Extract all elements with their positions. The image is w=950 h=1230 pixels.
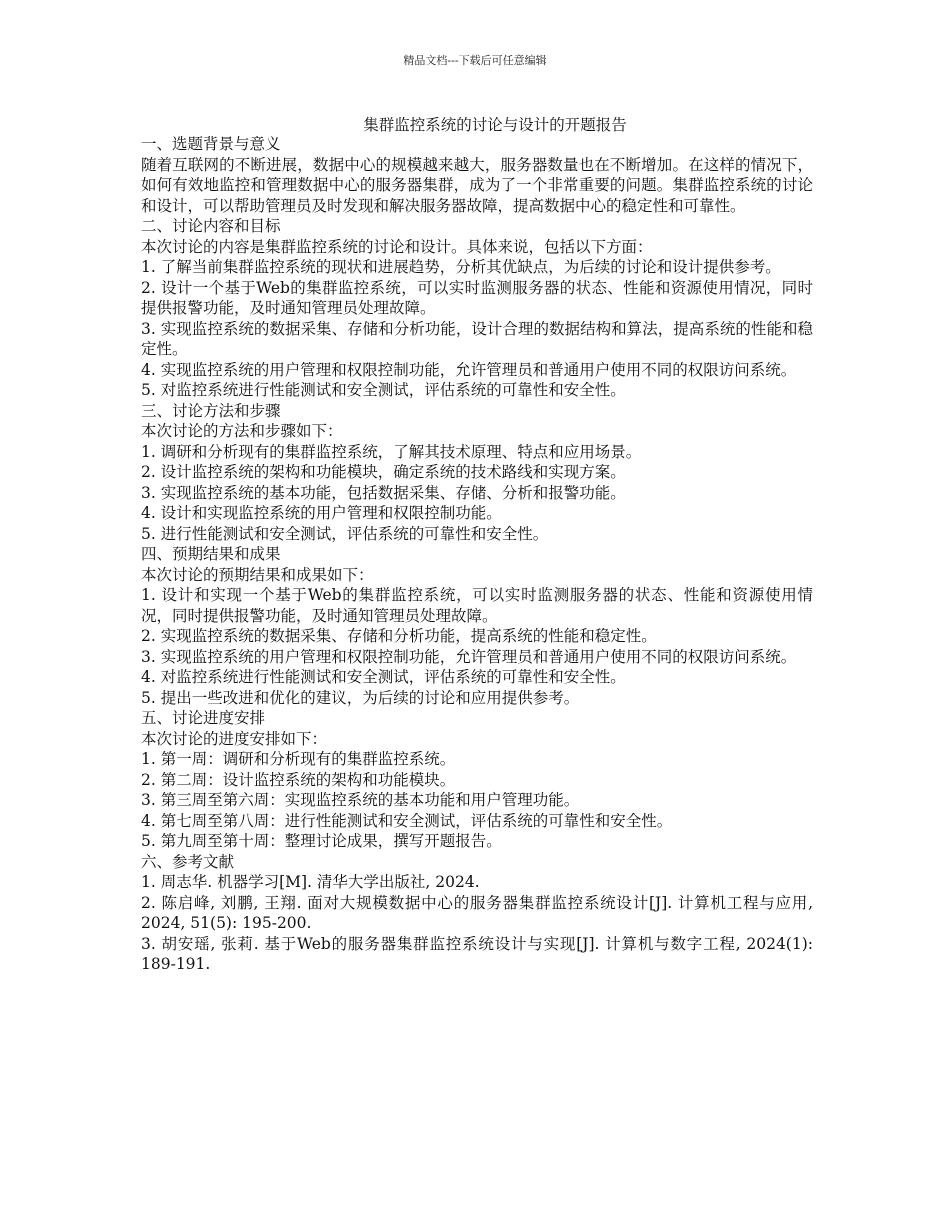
list-item: 2. 设计一个基于Web的集群监控系统，可以实时监测服务器的状态、性能和资源使用情况，同时提供报警功能，及时通知管理员处理故障。 — [141, 278, 813, 317]
document-title: 集群监控系统的讨论与设计的开题报告 — [363, 116, 627, 134]
paragraph-intro: 本次讨论的内容是集群监控系统的讨论和设计。具体来说，包括以下方面： — [141, 237, 653, 256]
list-item: 3. 实现监控系统的数据采集、存储和分析功能，设计合理的数据结构和算法，提高系统的性能和稳定性。 — [141, 319, 814, 358]
list-item: 3. 第三周至第六周：实现监控系统的基本功能和用户管理功能。 — [141, 791, 580, 809]
section-heading-expected-results: 四、预期结果和成果 — [141, 545, 281, 563]
list-item: 4. 第七周至第八周：进行性能测试和安全测试，评估系统的可靠性和安全性。 — [141, 811, 673, 830]
section-heading-references: 六、参考文献 — [141, 852, 235, 871]
section-heading-content-goals: 二、讨论内容和目标 — [141, 217, 281, 235]
document-body — [141, 134, 813, 975]
paragraph-intro: 本次讨论的进度安排如下： — [141, 729, 328, 748]
list-item: 4. 实现监控系统的用户管理和权限控制功能，允许管理员和普通用户使用不同的权限访问系统。 — [141, 360, 797, 379]
list-item: 3. 实现监控系统的用户管理和权限控制功能，允许管理员和普通用户使用不同的权限访问系统。 — [141, 647, 797, 666]
list-item: 2. 设计监控系统的架构和功能模块，确定系统的技术路线和实现方案。 — [141, 463, 626, 481]
list-item: 5. 对监控系统进行性能测试和安全测试，评估系统的可靠性和安全性。 — [141, 381, 626, 399]
list-item: 1. 第一周：调研和分析现有的集群监控系统。 — [141, 750, 456, 768]
paragraph-intro: 本次讨论的预期结果和成果如下： — [141, 565, 374, 584]
list-item: 4. 对监控系统进行性能测试和安全测试，评估系统的可靠性和安全性。 — [141, 668, 626, 686]
list-item: 4. 设计和实现监控系统的用户管理和权限控制功能。 — [141, 504, 502, 522]
reference-item: 3. 胡安瑶, 张莉. 基于Web的服务器集群监控系统设计与实现[J]. 计算机与数字工程, 2024(1): 189-191. — [141, 934, 813, 973]
section-heading-schedule: 五、讨论进度安排 — [141, 709, 266, 727]
section-heading-methods: 三、讨论方法和步骤 — [141, 401, 281, 420]
paragraph-intro: 本次讨论的方法和步骤如下： — [141, 422, 343, 440]
list-item: 5. 提出一些改进和优化的建议，为后续的讨论和应用提供参考。 — [141, 688, 580, 707]
list-item: 5. 第九周至第十周：整理讨论成果，撰写开题报告。 — [141, 832, 502, 850]
list-item: 1. 设计和实现一个基于Web的集群监控系统，可以实时监测服务器的状态、性能和资源使用情况，同时提供报警功能，及时通知管理员处理故障。 — [141, 586, 813, 625]
list-item: 2. 第二周：设计监控系统的架构和功能模块。 — [141, 770, 456, 789]
section-heading-background: 一、选题背景与意义 — [141, 135, 281, 153]
reference-item: 2. 陈启峰, 刘鹏, 王翔. 面对大规模数据中心的服务器集群监控系统设计[J]. 计算机工程与应用, 2024, 51(5): 195-200. — [141, 893, 813, 932]
list-item: 5. 进行性能测试和安全测试，评估系统的可靠性和安全性。 — [141, 524, 549, 543]
paragraph-background: 随着互联网的不断进展，数据中心的规模越来越大，服务器数量也在不断增加。在这样的情况下，如何有效地监控和管理数据中心的服务器集群，成为了一个非常重要的问题。集群监控系统的讨论和设计，可以帮助管理员及时发现和解决服务器故障，提高数据中心的稳定性和可靠性。 — [141, 155, 813, 215]
list-item: 1. 调研和分析现有的集群监控系统，了解其技术原理、特点和应用场景。 — [141, 442, 642, 461]
list-item: 2. 实现监控系统的数据采集、存储和分析功能，提高系统的性能和稳定性。 — [141, 627, 657, 645]
list-item: 3. 实现监控系统的基本功能，包括数据采集、存储、分析和报警功能。 — [141, 483, 626, 502]
page-header-note: 精品文档---下载后可任意编辑 — [403, 54, 547, 67]
reference-item: 1. 周志华. 机器学习[M]. 清华大学出版社, 2024. — [141, 873, 480, 891]
list-item: 1. 了解当前集群监控系统的现状和进展趋势，分析其优缺点，为后续的讨论和设计提供参考。 — [141, 258, 781, 276]
